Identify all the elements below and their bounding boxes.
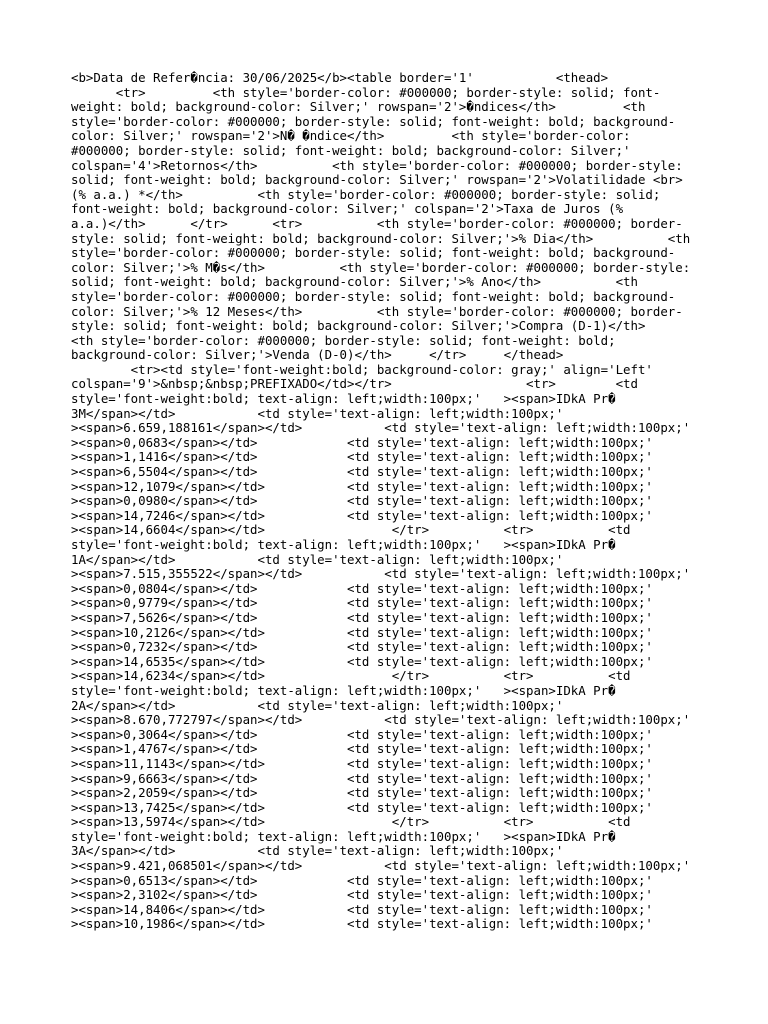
source-line: style='font-weight:bold; text-align: left;width:100px;' ><span>IDkA Pr� [71, 828, 616, 844]
source-line: ><span>6,5504</span></td> <td style='text-align: left;width:100px;' [71, 464, 653, 480]
source-line: 3A</span></td> <td style='text-align: left;width:100px;' [71, 843, 564, 859]
source-line: style='font-weight:bold; text-align: left;width:100px;' ><span>IDkA Pr� [71, 537, 616, 552]
source-line: 1A</span></td> <td style='text-align: left;width:100px;' [71, 551, 564, 567]
source-line: color: Silver;'>% 12 Meses</th> <th style='border-color: #000000; border- [71, 303, 683, 319]
source-line: ><span>13,7425</span></td> <td style='text-align: left;width:100px;' [71, 799, 653, 815]
source-line: ><span>9,6663</span></td> <td style='text-align: left;width:100px;' [71, 770, 653, 786]
source-line: ><span>14,6604</span></td> </tr> <tr> <td [71, 522, 631, 538]
source-line: font-weight: bold; background-color: Silver;' colspan='2'>Taxa de Juros (% [71, 201, 624, 217]
source-line: 3M</span></td> <td style='text-align: left;width:100px;' [71, 405, 564, 421]
source-line: style='font-weight:bold; text-align: left;width:100px;' ><span>IDkA Pr� [71, 391, 616, 407]
source-line: ><span>14,6234</span></td> </tr> <tr> <td [71, 668, 631, 684]
source-line: ><span>7,5626</span></td> <td style='text-align: left;width:100px;' [71, 609, 653, 625]
source-line: ><span>0,9779</span></td> <td style='text-align: left;width:100px;' [71, 595, 653, 611]
source-line: a.a.)</th> </tr> <tr> <th style='border-color: #000000; border- [71, 215, 683, 231]
source-line: ><span>12,1079</span></td> <td style='text-align: left;width:100px;' [71, 478, 653, 494]
source-line: <th style='border-color: #000000; border-style: solid; font-weight: bold; [71, 332, 616, 348]
source-line: style='border-color: #000000; border-style: solid; font-weight: bold; background- [71, 245, 676, 261]
source-line: ><span>8.670,772797</span></td> <td style='text-align: left;width:100px;' [71, 712, 691, 728]
source-line: ><span>13,5974</span></td> </tr> <tr> <td [71, 814, 631, 830]
source-line: ><span>1,4767</span></td> <td style='text-align: left;width:100px;' [71, 741, 653, 757]
source-line: style='border-color: #000000; border-style: solid; font-weight: bold; background- [71, 113, 676, 129]
source-line: colspan='4'>Retornos</th> <th style='border-color: #000000; border-style: [71, 157, 683, 173]
source-line: style='font-weight:bold; text-align: left;width:100px;' ><span>IDkA Pr� [71, 682, 616, 698]
source-line: #000000; border-style: solid; font-weight: bold; background-color: Silver;' [71, 142, 631, 158]
source-line: style='border-color: #000000; border-style: solid; font-weight: bold; background- [71, 288, 676, 304]
source-line: style: solid; font-weight: bold; background-color: Silver;'>Compra (D-1)</th> [71, 318, 646, 334]
source-line: style: solid; font-weight: bold; background-color: Silver;'>% Dia</th> <th [71, 230, 691, 246]
source-line: <tr> <th style='border-color: #000000; border-style: solid; font- [71, 84, 661, 100]
source-line: color: Silver;'>% M�s</th> <th style='border-color: #000000; border-style: [71, 259, 691, 275]
source-line: <b>Data de Refer�ncia: 30/06/2025</b><table border='1' <thead> [71, 70, 609, 85]
source-line: ><span>6.659,188161</span></td> <td style='text-align: left;width:100px;' [71, 420, 691, 436]
source-line: <tr><td style='font-weight:bold; background-color: gray;' align='Left' [71, 361, 653, 377]
source-line: weight: bold; background-color: Silver;' rowspan='2'>�ndices</th> <th [71, 99, 646, 115]
source-line: ><span>0,3064</span></td> <td style='text-align: left;width:100px;' [71, 726, 653, 742]
source-line: ><span>10,1986</span></td> <td style='text-align: left;width:100px;' [71, 916, 653, 932]
source-line: (% a.a.) *</th> <th style='border-color: #000000; border-style: solid; [71, 186, 661, 202]
source-line: ><span>0,0683</span></td> <td style='text-align: left;width:100px;' [71, 434, 653, 450]
source-line: ><span>11,1143</span></td> <td style='text-align: left;width:100px;' [71, 755, 653, 771]
source-line: ><span>2,3102</span></td> <td style='text-align: left;width:100px;' [71, 887, 653, 903]
source-line: ><span>1,1416</span></td> <td style='text-align: left;width:100px;' [71, 449, 653, 465]
source-line: color: Silver;' rowspan='2'>N� �ndice</th> <th style='border-color: [71, 128, 631, 144]
source-line: ><span>0,6513</span></td> <td style='text-align: left;width:100px;' [71, 872, 653, 888]
source-line: colspan='9'>&nbsp;&nbsp;PREFIXADO</td></tr> <tr> <td [71, 376, 638, 392]
source-line: ><span>10,2126</span></td> <td style='text-align: left;width:100px;' [71, 624, 653, 640]
raw-html-source-text [71, 71, 731, 932]
source-line: solid; font-weight: bold; background-color: Silver;' rowspan='2'>Volatilidade <br> [71, 172, 683, 188]
source-line: background-color: Silver;'>Venda (D-0)</th> </tr> </thead> [71, 347, 564, 363]
source-line: 2A</span></td> <td style='text-align: left;width:100px;' [71, 697, 564, 713]
source-line: ><span>0,7232</span></td> <td style='text-align: left;width:100px;' [71, 639, 653, 655]
source-line: ><span>9.421,068501</span></td> <td style='text-align: left;width:100px;' [71, 858, 691, 874]
source-line: ><span>14,8406</span></td> <td style='text-align: left;width:100px;' [71, 901, 653, 917]
source-line: ><span>2,2059</span></td> <td style='text-align: left;width:100px;' [71, 785, 653, 801]
source-line: ><span>14,7246</span></td> <td style='text-align: left;width:100px;' [71, 507, 653, 523]
source-line: solid; font-weight: bold; background-color: Silver;'>% Ano</th> <th [71, 274, 638, 290]
source-line: ><span>0,0804</span></td> <td style='text-align: left;width:100px;' [71, 580, 653, 596]
source-line: ><span>14,6535</span></td> <td style='text-align: left;width:100px;' [71, 653, 653, 669]
source-line: ><span>7.515,355522</span></td> <td style='text-align: left;width:100px;' [71, 566, 691, 582]
source-line: ><span>0,0980</span></td> <td style='text-align: left;width:100px;' [71, 493, 653, 509]
